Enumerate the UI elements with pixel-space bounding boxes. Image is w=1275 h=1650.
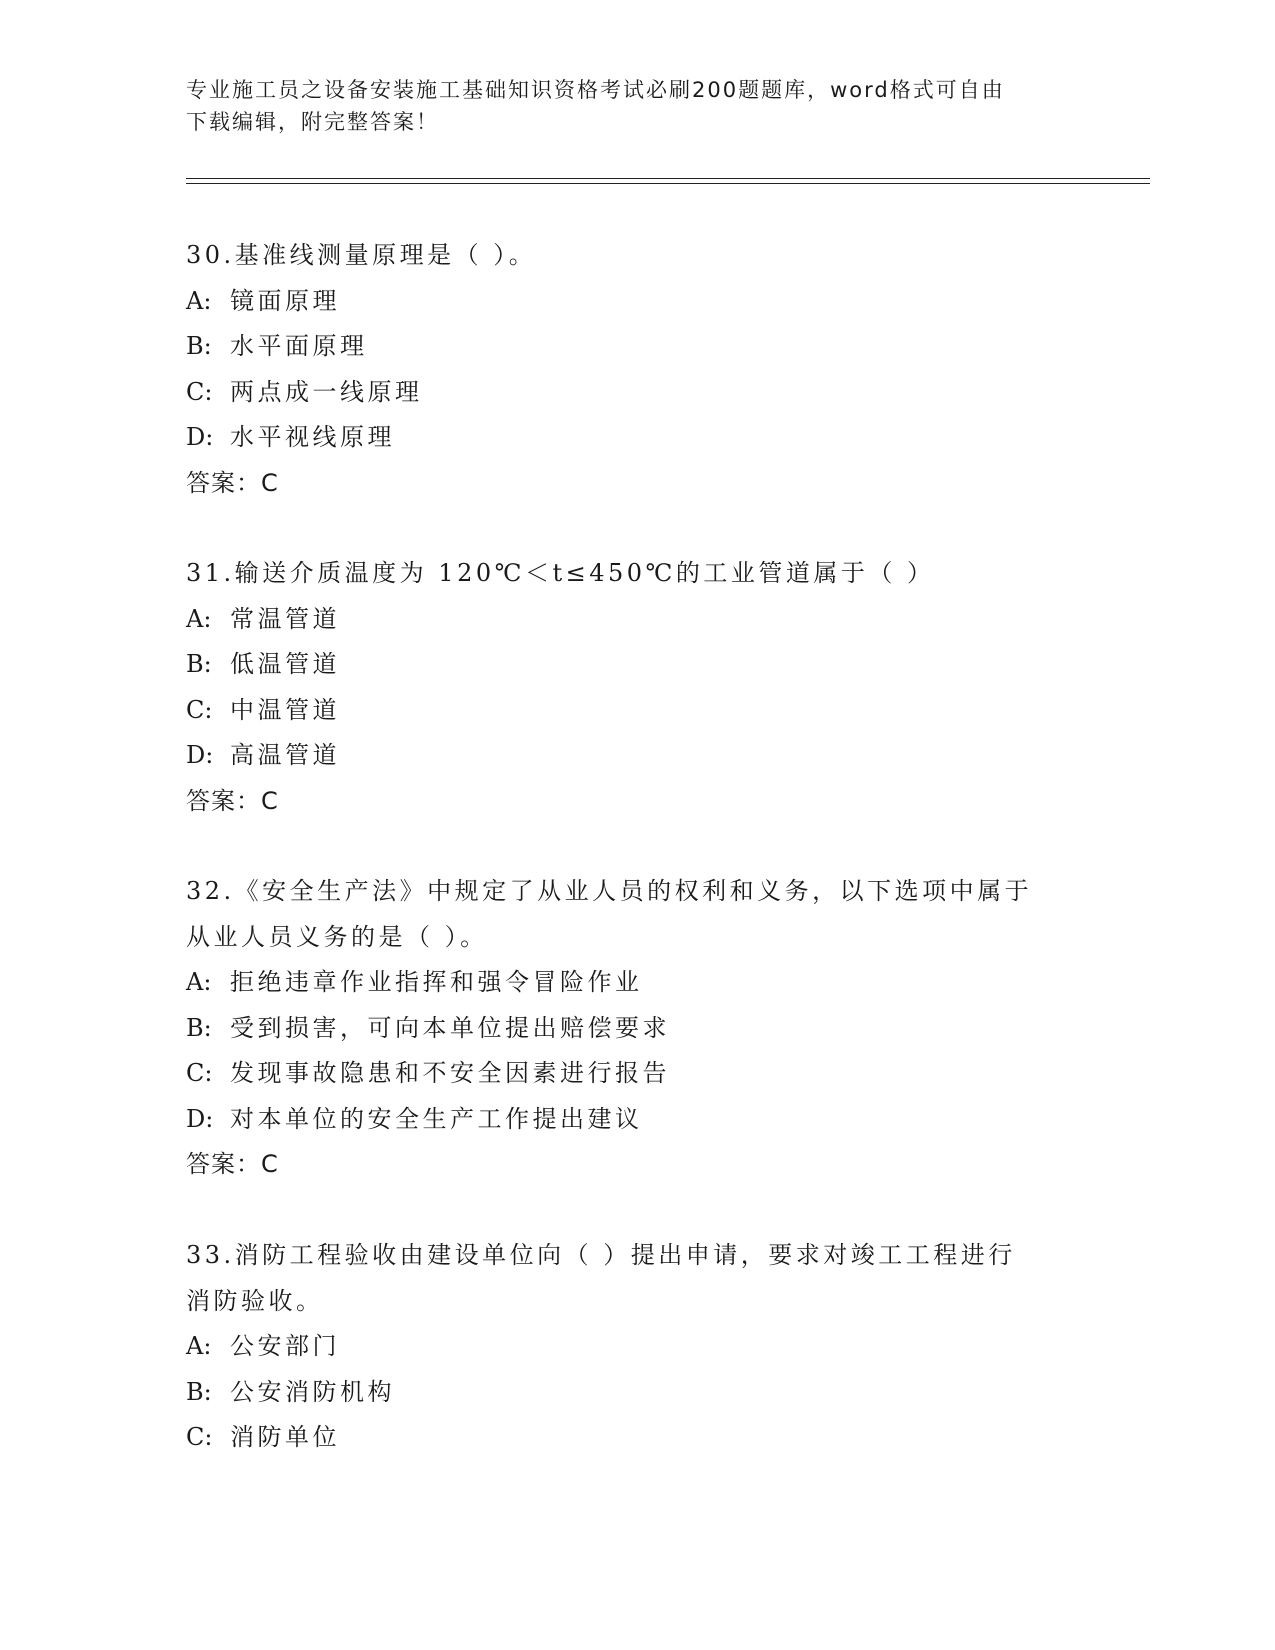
option-b [186, 324, 1086, 370]
option-letter: A: [186, 968, 212, 996]
option-letter: B: [186, 332, 212, 360]
option-text: 受到损害，可向本单位提出赔偿要求 [230, 1013, 670, 1042]
question-stem: 31.输送介质温度为 120℃＜t≤450℃的工业管道属于（ ） [186, 559, 935, 587]
question-stem: 30.基准线测量原理是（ ）。 [186, 241, 537, 269]
option-text: 低温管道 [230, 650, 340, 678]
option-letter: D: [186, 1104, 214, 1133]
question-stem: 33.消防工程验收由建设单位向（ ）提出申请，要求对竣工工程进行 [186, 1241, 1016, 1269]
answer-line: 答案：C [186, 786, 279, 815]
header-divider-bottom [186, 183, 1150, 184]
question-stem-continued: 消防验收。 [186, 1286, 324, 1315]
option-c [186, 1051, 1086, 1097]
answer-line: 答案：C [186, 1150, 279, 1178]
option-c [186, 370, 1086, 416]
option-a [186, 279, 1086, 325]
question-stem: 32.《安全生产法》中规定了从业人员的权利和义务，以下选项中属于 [186, 877, 1033, 905]
header-line-2: 下载编辑，附完整答案！ [186, 110, 439, 134]
option-letter: D: [186, 741, 214, 769]
option-text: 中温管道 [230, 695, 340, 724]
option-a [186, 1324, 1086, 1370]
question-32 [186, 869, 1086, 1188]
option-letter: C: [186, 377, 213, 406]
option-letter: C: [186, 1059, 213, 1087]
option-letter: C: [186, 695, 213, 724]
option-d [186, 415, 1086, 461]
option-a [186, 597, 1086, 643]
option-text: 镜面原理 [230, 286, 340, 315]
option-d [186, 1097, 1086, 1143]
option-letter: A: [186, 604, 212, 633]
option-b [186, 1006, 1086, 1052]
option-d [186, 733, 1086, 779]
option-c [186, 688, 1086, 734]
option-letter: B: [186, 1013, 212, 1042]
option-text: 对本单位的安全生产工作提出建议 [230, 1104, 643, 1133]
option-text: 常温管道 [230, 604, 340, 633]
header-line-1: 专业施工员之设备安装施工基础知识资格考试必刷200题题库，word格式可自由 [186, 78, 1005, 102]
option-text: 发现事故隐患和不安全因素进行报告 [230, 1059, 670, 1087]
option-text: 公安消防机构 [230, 1377, 395, 1406]
option-c [186, 1415, 1086, 1461]
question-30 [186, 233, 1086, 506]
question-stem-continued: 从业人员义务的是（ ）。 [186, 922, 488, 951]
option-text: 水平视线原理 [230, 423, 395, 451]
option-text: 消防单位 [230, 1423, 340, 1451]
option-letter: A: [186, 1332, 212, 1360]
header-divider-top [186, 178, 1150, 179]
document-header [186, 74, 1066, 138]
option-letter: B: [186, 1377, 212, 1406]
option-text: 高温管道 [230, 741, 340, 769]
option-b [186, 642, 1086, 688]
answer-line: 答案：C [186, 468, 279, 497]
option-text: 公安部门 [230, 1332, 340, 1360]
option-text: 两点成一线原理 [230, 377, 423, 406]
question-31 [186, 551, 1086, 824]
option-letter: D: [186, 423, 214, 451]
question-33 [186, 1233, 1086, 1461]
option-letter: B: [186, 650, 212, 678]
option-b [186, 1370, 1086, 1416]
option-letter: A: [186, 286, 212, 315]
option-text: 拒绝违章作业指挥和强令冒险作业 [230, 968, 643, 996]
option-a [186, 960, 1086, 1006]
option-text: 水平面原理 [230, 332, 368, 360]
option-letter: C: [186, 1423, 213, 1451]
